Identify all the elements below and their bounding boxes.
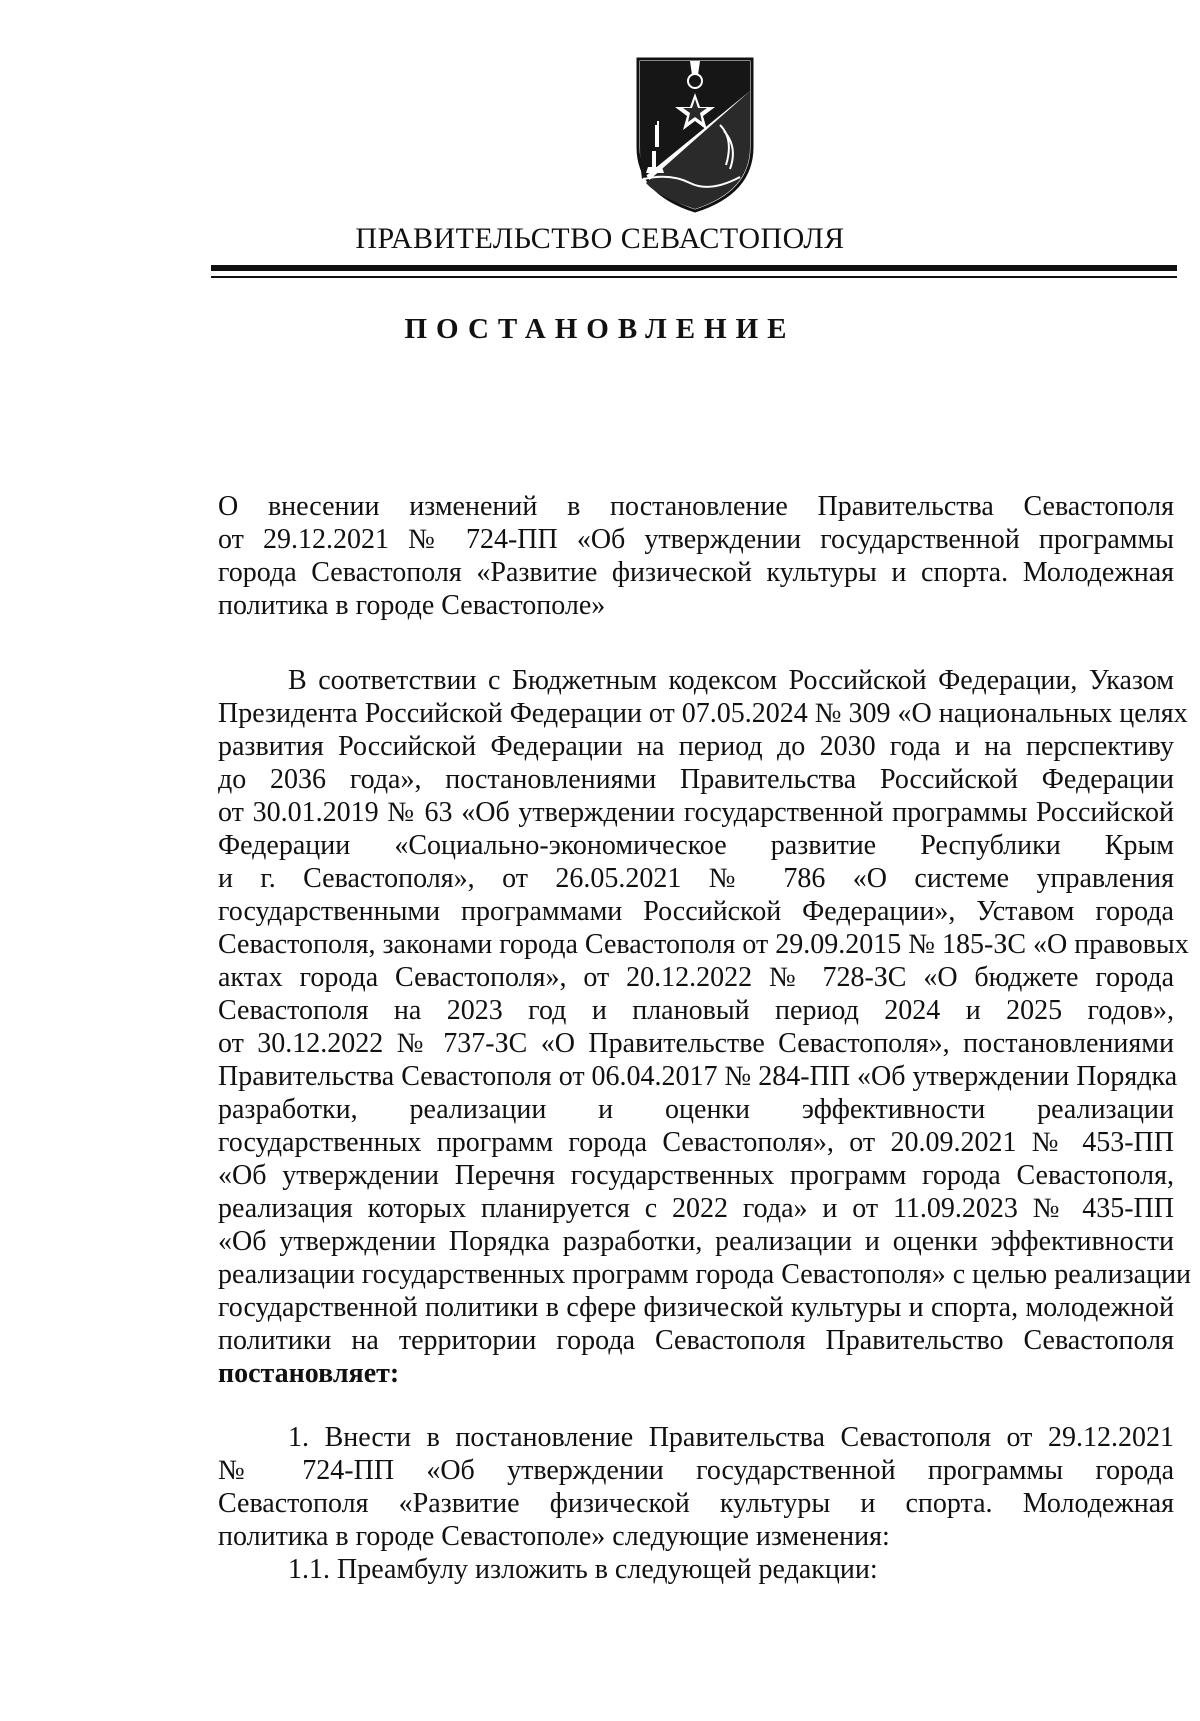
preamble-line: политики на территории города Севастополя Правительство Севастополя [218, 1325, 1174, 1356]
document-subject [218, 490, 1174, 622]
preamble-line: Правительства Севастополя от 06.04.2017 № 284-ПП «Об утверждении Порядка [218, 1061, 1178, 1092]
preamble-line: «Об утверждении Порядка разработки, реализации и оценки эффективности [218, 1226, 1174, 1257]
preamble-line: и г. Севастополя», от 26.05.2021 № 786 «О системе управления [218, 863, 1174, 894]
document-type-heading: ПОСТАНОВЛЕНИЕ [404, 313, 796, 345]
preamble-line: Севастополя на 2023 год и плановый период 2024 и 2025 годов», [218, 995, 1174, 1026]
preamble-line: от 30.01.2019 № 63 «Об утверждении государственной программы Российской [218, 797, 1174, 828]
preamble-line: государственной политики в сфере физической культуры и спорта, молодежной [218, 1292, 1174, 1323]
preamble-line: государственными программами Российской Федерации», Уставом города [218, 896, 1174, 927]
preamble-line: разработки, реализации и оценки эффективности реализации [218, 1094, 1174, 1125]
subject-line: О внесении изменений в постановление Правительства Севастополя [218, 491, 1174, 522]
preamble-line: Севастополя, законами города Севастополя от 29.09.2015 № 185-ЗС «О правовых [218, 929, 1189, 960]
preamble-line: реализации государственных программ города Севастополя» с целью реализации [218, 1259, 1192, 1290]
subject-line: города Севастополя «Развитие физической культуры и спорта. Молодежная [218, 557, 1174, 588]
preamble-line: актах города Севастополя», от 20.12.2022 № 728-ЗС «О бюджете города [218, 962, 1174, 993]
resolves-keyword: постановляет: [218, 1358, 400, 1389]
preamble-line: В соответствии с Бюджетным кодексом Российской Федерации, Указом [288, 665, 1174, 696]
government-title: ПРАВИТЕЛЬСТВО СЕВАСТОПОЛЯ [355, 222, 845, 255]
subject-line: политика в городе Севастополе» [218, 590, 606, 621]
item-1-line: № 724-ПП «Об утверждении государственной программы города [218, 1455, 1174, 1486]
preamble-line: от 30.12.2022 № 737-ЗС «О Правительстве Севастополя», постановлениями [218, 1028, 1174, 1059]
header-divider-thin [211, 276, 1177, 278]
preamble-line: Президента Российской Федерации от 07.05.2024 № 309 «О национальных целях [218, 698, 1188, 729]
header-divider-thick [211, 265, 1177, 271]
sevastopol-coat-of-arms-icon [630, 55, 760, 215]
preamble-line: государственных программ города Севастополя», от 20.09.2021 № 453-ПП [218, 1127, 1174, 1158]
preamble-line: реализация которых планируется с 2022 года» и от 11.09.2023 № 435-ПП [218, 1193, 1174, 1224]
preamble-line: «Об утверждении Перечня государственных программ города Севастополя, [218, 1160, 1174, 1191]
item-1-line: политика в городе Севастополе» следующие изменения: [218, 1521, 890, 1552]
sub-item-1-1: 1.1. Преамбулу изложить в следующей редакции: [288, 1554, 878, 1585]
subject-line: от 29.12.2021 № 724-ПП «Об утверждении государственной программы [218, 524, 1174, 555]
preamble-line: развития Российской Федерации на период до 2030 года и на перспективу [218, 731, 1174, 762]
preamble-line: Федерации «Социально-экономическое развитие Республики Крым [218, 830, 1174, 861]
preamble-paragraph [218, 664, 1192, 1390]
item-1-line: Севастополя «Развитие физической культуры и спорта. Молодежная [218, 1488, 1174, 1519]
preamble-line: до 2036 года», постановлениями Правительства Российской Федерации [218, 764, 1174, 795]
item-1-line: 1. Внести в постановление Правительства Севастополя от 29.12.2021 [288, 1422, 1174, 1453]
item-1-paragraph [218, 1421, 1174, 1586]
